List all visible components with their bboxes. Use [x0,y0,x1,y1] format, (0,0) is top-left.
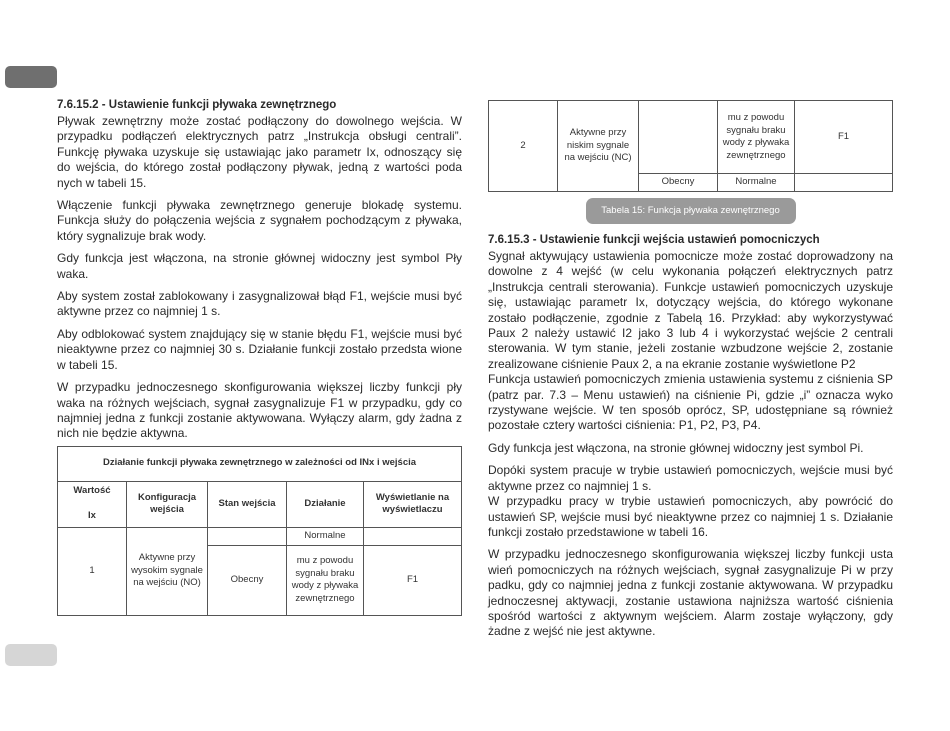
right-column [488,100,893,647]
header-state: Stan wejścia [208,481,287,527]
left-column [57,98,462,616]
cell-display: F1 [364,545,462,615]
paragraph: Aby system został zablokowany i zasygnalizował błąd F1, wejście musi być aktywne przez co najmniej 1 s. [57,289,462,319]
paragraph: Gdy funkcja jest włączona, na stronie głównej widoczny jest symbol Pi. [488,440,864,455]
cell-state [208,527,287,545]
cell-state: Obecny [208,545,287,615]
paragraph: Pływak zewnętrzny może zostać podłączony do dowolnego wejścia. W przypadku podłączeń elektrycznych patrz „Instrukcja obsługi centrali”. Funkcję pływaka uzyskuje się ustawiając jako parametr Ix, odnoszący się do wejścia, do którego został podłączony pływak, jedną z wartości poda nych w tabeli 15. [57,114,462,190]
paragraph: W przypadku jednoczesnego skonfigurowania większej liczby funkcji usta wień pomocniczych na różnych wejściach, sygnał zasygnalizuje Pi w przy padku, gdy co najmniej jedna z funkcji zostanie aktywowana. W przypadku jednoczesnej aktywacji, zostanie ustawiona najniższa wartość ciśnienia spośród wartości z aktywnym wejściem. Alarm zostaje wyłączony, gdy żadne z wejść nie jest aktywne. [488,547,893,639]
table-row [58,527,462,545]
paragraph: Funkcja ustawień pomocniczych zmienia ustawienia systemu z ciśnienia SP (patrz par. 7.3 – Menu ustawień) na ciśnienie Pi, gdzie „i” oznacza wyko rzystywane wejście. W ten sposób oprócz, SP, udostępniane są również pozostałe cztery wartości ciśnienia: P1, P2, P3, P4. [488,372,893,433]
paragraph: W przypadku pracy w trybie ustawień pomocniczych, aby powrócić do ustawień SP, wejście musi być nieaktywne przez co najmniej 1 s. Działanie funkcji zostało przedstawione w tabeli 16. [488,494,893,539]
page-tab-marker-bottom [5,644,57,666]
float-function-table-continued [488,100,893,192]
section-heading-aux: 7.6.15.3 - Ustawienie funkcji wejścia ustawień pomocniczych [488,234,820,246]
cell-action: Normalne [287,527,364,545]
cell-config: Aktywne przy niskim sygnale na wejściu (NC) [558,101,639,192]
paragraph: Dopóki system pracuje w trybie ustawień pomocniczych, wejście musi być aktywne przez co najmniej 1 s. [488,463,893,493]
paragraph: Aby odblokować system znajdujący się w stanie błędu F1, wejście musi być nieaktywne przez co najmniej 30 s. Działanie funkcji zostało przedsta wione w tabeli 15. [57,326,462,372]
header-action: Działanie [287,481,364,527]
paragraph: Włączenie funkcji pływaka zewnętrznego generuje blokadę systemu. Funkcja służy do połączenia wejścia z sygnałem pochodzącym z pływaka, który sygnalizuje brak wody. [57,198,462,243]
header-config: Konfiguracja wejścia [127,481,208,527]
cell-action: Normalne [718,174,795,192]
cell-config: Aktywne przy wysokim sygnale na wejściu (NO) [127,527,208,615]
cell-value: 1 [58,527,127,615]
table-title: Działanie funkcji pływaka zewnętrznego w zależności od INx i wejścia [58,446,462,481]
header-display: Wyświetlanie na wyświetlaczu [364,481,462,527]
cell-display: F1 [795,101,893,174]
cell-state: Obecny [639,174,718,192]
cell-state [639,101,718,174]
paragraph: Gdy funkcja jest włączona, na stronie głównej widoczny jest symbol Pły waka. [57,251,462,281]
header-value: Wartość Ix [58,481,127,527]
section-heading-float: 7.6.15.2 - Ustawienie funkcji pływaka zewnętrznego [57,99,337,111]
paragraph: Sygnał aktywujący ustawienia pomocnicze może zostać doprowadzony na dowolne z 4 wejść (w celu wykonania połączeń elektrycznych patrz „Instrukcja centrali sterowania). Funkcje ustawień pomocniczych uzyskuje się, ustawiając parametr Ix, dotyczący wejścia, do którego wykonane zostało podłączenie, zgodnie z Tabelą 16. Przykład: aby wykorzystywać Paux 2 należy ustawić I2 jako 3 lub 4 i wykorzystać wejście 2 centrali sterowania. W tym stanie, jeżeli zostanie wzbudzone wejście 2, zostanie zrealizowane ciśnienie Paux 2, a na ekranie zostanie wyświetlone P2 [488,249,893,371]
cell-value: 2 [489,101,558,192]
cell-display [364,527,462,545]
cell-display [795,174,893,192]
cell-action: mu z powodu sygnału braku wody z pływaka zewnętrznego [287,545,364,615]
table-caption: Tabela 15: Funkcja pływaka zewnętrznego [586,198,796,224]
table-row [489,101,893,174]
cell-action: mu z powodu sygnału braku wody z pływaka zewnętrznego [718,101,795,174]
float-function-table [57,446,462,616]
paragraph: W przypadku jednoczesnego skonfigurowania większej liczby funkcji pły waka na różnych wejściach, sygnał zasygnalizuje F1 w przypadku, gdy co najmniej jedna z funkcji zostanie aktywowana. Wyłączy alarm, gdy żadna z nich nie będzie aktywna. [57,380,462,441]
page-tab-marker-top [5,66,57,88]
